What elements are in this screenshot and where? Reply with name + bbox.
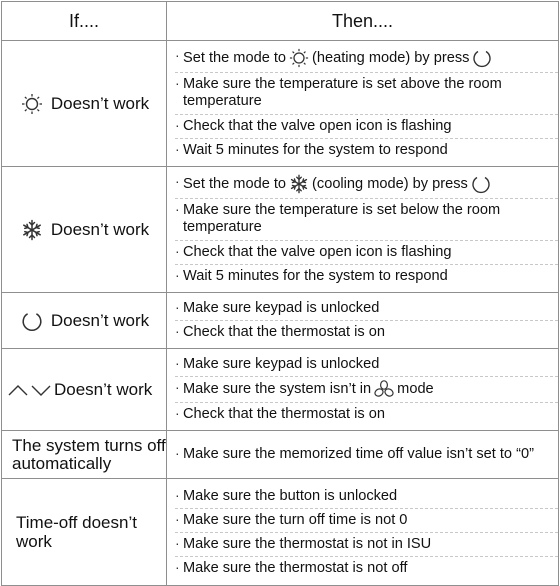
list-item: · Check that the thermostat is on bbox=[175, 321, 558, 344]
if-label: Doesn’t work bbox=[50, 93, 150, 113]
header-then: Then.... bbox=[167, 2, 559, 41]
list-item: · Set the mode to (cooling mode) by press bbox=[175, 171, 558, 199]
list-item: · Make sure the temperature is set above the room temperature bbox=[175, 73, 558, 115]
up-down-arrows-icon bbox=[8, 383, 52, 397]
list-item: · Make sure the thermostat is not in ISU bbox=[175, 533, 558, 557]
if-cell bbox=[2, 167, 167, 293]
list-item: · Check that the valve open icon is flashing bbox=[175, 241, 558, 265]
snowflake-icon bbox=[289, 174, 309, 194]
sun-icon bbox=[21, 93, 43, 115]
then-cell bbox=[167, 293, 559, 349]
then-cell bbox=[167, 479, 559, 586]
table-row bbox=[2, 293, 559, 349]
table-row bbox=[2, 167, 559, 293]
then-cell bbox=[167, 167, 559, 293]
list-item: · Wait 5 minutes for the system to respond bbox=[175, 139, 558, 162]
if-cell bbox=[2, 41, 167, 167]
if-label: Doesn’t work bbox=[54, 379, 153, 399]
fan-icon bbox=[374, 380, 394, 398]
if-cell bbox=[2, 479, 167, 586]
table-row bbox=[2, 479, 559, 586]
if-cell bbox=[2, 349, 167, 431]
list-item: · Make sure keypad is unlocked bbox=[175, 297, 558, 321]
list-item: · Make sure the button is unlocked bbox=[175, 485, 558, 509]
list-item: · Make sure the temperature is set below the room temperature bbox=[175, 199, 558, 241]
power-ring-icon bbox=[21, 310, 43, 332]
then-cell bbox=[167, 349, 559, 431]
header-if: If.... bbox=[2, 2, 167, 41]
power-ring-icon bbox=[471, 174, 491, 194]
troubleshooting-table bbox=[1, 1, 559, 586]
list-item: · Make sure the thermostat is not off bbox=[175, 557, 558, 580]
table-row bbox=[2, 41, 559, 167]
table-row bbox=[2, 349, 559, 431]
if-label: Time-off doesn’t work bbox=[16, 513, 137, 551]
list-item: · Set the mode to (heating mode) by press bbox=[175, 45, 558, 73]
power-ring-icon bbox=[472, 48, 492, 68]
list-item: · Make sure keypad is unlocked bbox=[175, 353, 558, 377]
sun-icon bbox=[289, 48, 309, 68]
list-item: · Make sure the turn off time is not 0 bbox=[175, 509, 558, 533]
if-label: Doesn’t work bbox=[50, 219, 150, 239]
if-cell bbox=[2, 431, 167, 479]
if-label: The system turns off automatically bbox=[12, 435, 166, 473]
header-row bbox=[2, 2, 559, 41]
list-item: · Check that the valve open icon is flashing bbox=[175, 115, 558, 139]
list-item: · Wait 5 minutes for the system to respond bbox=[175, 265, 558, 288]
table-row bbox=[2, 431, 559, 479]
list-item: · Make sure the system isn’t in mode bbox=[175, 377, 558, 403]
then-cell bbox=[167, 41, 559, 167]
list-item: · Check that the thermostat is on bbox=[175, 403, 558, 426]
if-cell bbox=[2, 293, 167, 349]
list-item: · Make sure the memorized time off value isn’t set to “0” bbox=[175, 443, 558, 466]
snowflake-icon bbox=[21, 219, 43, 241]
if-label: Doesn’t work bbox=[50, 310, 150, 330]
then-cell bbox=[167, 431, 559, 479]
